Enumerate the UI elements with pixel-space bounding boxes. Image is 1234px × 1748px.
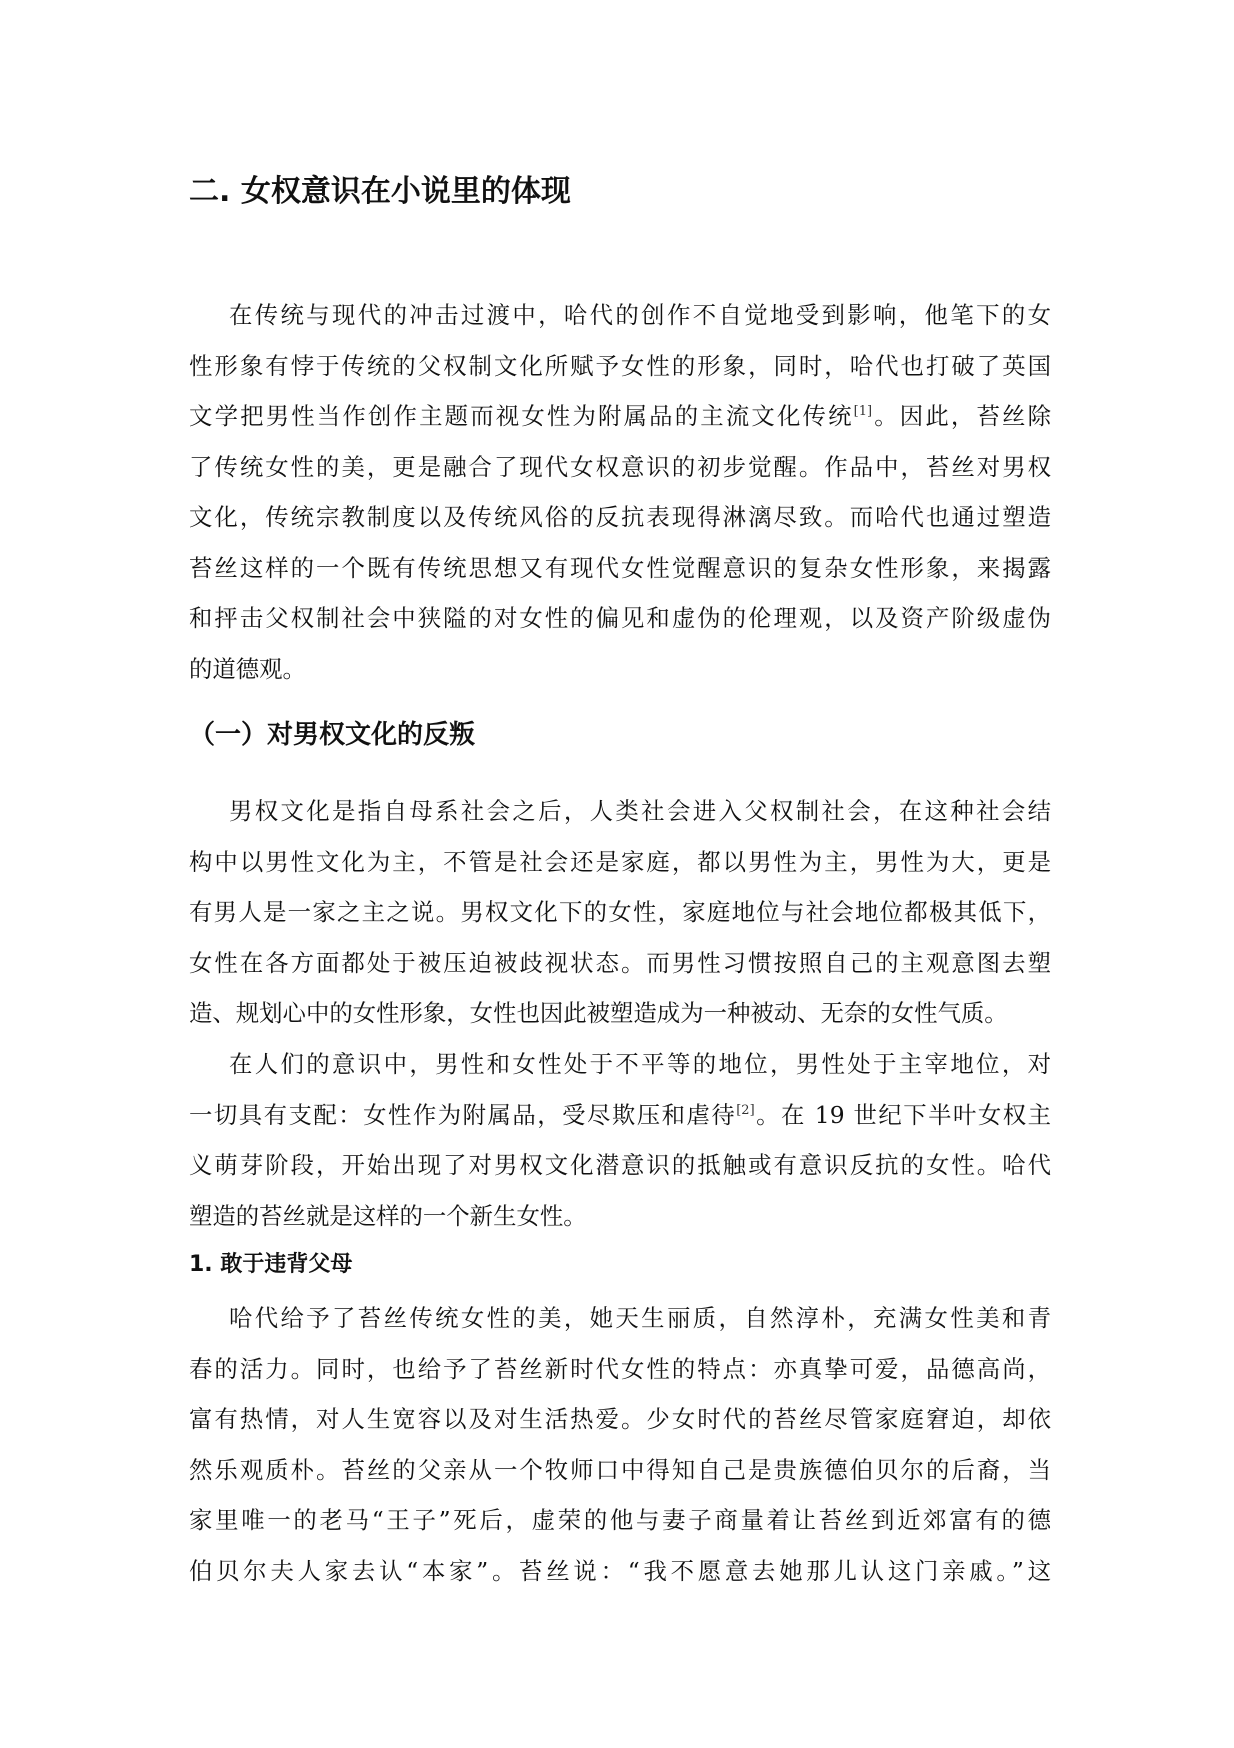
paragraph-line: 构中以男性文化为主，不管是社会还是家庭，都以男性为主，男性为大，更是 <box>189 847 1051 876</box>
paragraph-line: 家里唯一的老马“王子”死后，虚荣的他与妻子商量着让苔丝到近郊富有的德 <box>189 1506 1051 1534</box>
paragraph-line: 塑造的苔丝就是这样的一个新生女性。 <box>189 1201 587 1230</box>
line-text: 。因此，苔丝除 <box>872 402 1052 430</box>
citation-ref-2[interactable]: [2] <box>736 1102 755 1118</box>
chapter-title: 二. 女权意识在小说里的体现 <box>189 174 571 209</box>
line-text: 文学把男性当作创作主题而视女性为附属品的主流文化传统 <box>189 402 854 430</box>
paragraph-line: 苔丝这样的一个既有传统思想又有现代女性觉醒意识的复杂女性形象，来揭露 <box>189 553 1051 582</box>
paragraph-line: 富有热情，对人生宽容以及对生活热爱。少女时代的苔丝尽管家庭窘迫，却依 <box>189 1405 1051 1433</box>
line-text: 一切具有支配：女性作为附属品，受尽欺压和虐待 <box>189 1100 737 1129</box>
paragraph-line <box>189 391 1051 442</box>
paragraph-line: 的道德观。 <box>189 654 306 683</box>
paragraph-line: 有男人是一家之主之说。男权文化下的女性，家庭地位与社会地位都极其低下， <box>189 898 1051 926</box>
paragraph-line: 性形象有悖于传统的父权制文化所赋予女性的形象，同时，哈代也打破了英国 <box>189 351 1051 380</box>
subsection-title: 1. 敢于违背父母 <box>189 1252 353 1277</box>
paragraph-line: 春的活力。同时，也给予了苔丝新时代女性的特点：亦真挚可爱，品德高尚， <box>189 1354 1051 1383</box>
line-text: 。在 19 世纪下半叶女权主 <box>754 1100 1051 1129</box>
paragraph-line: 伯贝尔夫人家去认“本家”。苔丝说：“我不愿意去她那儿认这门亲戚。”这 <box>189 1556 1051 1585</box>
paragraph-line: 义萌芽阶段，开始出现了对男权文化潜意识的抵触或有意识反抗的女性。哈代 <box>189 1151 1051 1179</box>
paragraph-line: 造、规划心中的女性形象，女性也因此被塑造成为一种被动、无奈的女性气质。 <box>189 999 1008 1027</box>
citation-ref-1[interactable]: [1] <box>853 404 873 420</box>
paragraph-line: 哈代给予了苔丝传统女性的美，她天生丽质，自然淳朴，充满女性美和青 <box>229 1304 1051 1332</box>
section-title: （一）对男权文化的反叛 <box>189 720 476 750</box>
paragraph-line: 了传统女性的美，更是融合了现代女权意识的初步觉醒。作品中，苔丝对男权 <box>189 452 1051 481</box>
paragraph-line: 女性在各方面都处于被压迫被歧视状态。而男性习惯按照自己的主观意图去塑 <box>189 948 1051 977</box>
paragraph-line: 和抨击父权制社会中狭隘的对女性的偏见和虚伪的伦理观，以及资产阶级虚伪 <box>189 604 1051 632</box>
paragraph-line: 在传统与现代的冲击过渡中，哈代的创作不自觉地受到影响，他笔下的女 <box>229 301 1051 329</box>
tess-paragraph <box>189 1293 1051 1596</box>
intro-paragraph <box>189 290 1051 694</box>
male-culture-paragraph <box>189 786 1051 1039</box>
paragraph-line: 在人们的意识中，男性和女性处于不平等的地位，男性处于主宰地位，对 <box>229 1050 1051 1078</box>
inequality-paragraph <box>189 1039 1051 1241</box>
paragraph-line <box>189 1090 1051 1141</box>
paragraph-line: 男权文化是指自母系社会之后，人类社会进入父权制社会，在这种社会结 <box>229 797 1051 825</box>
paragraph-line: 文化，传统宗教制度以及传统风俗的反抗表现得淋漓尽致。而哈代也通过塑造 <box>189 503 1051 531</box>
paragraph-line: 然乐观质朴。苔丝的父亲从一个牧师口中得知自己是贵族德伯贝尔的后裔，当 <box>189 1455 1051 1484</box>
